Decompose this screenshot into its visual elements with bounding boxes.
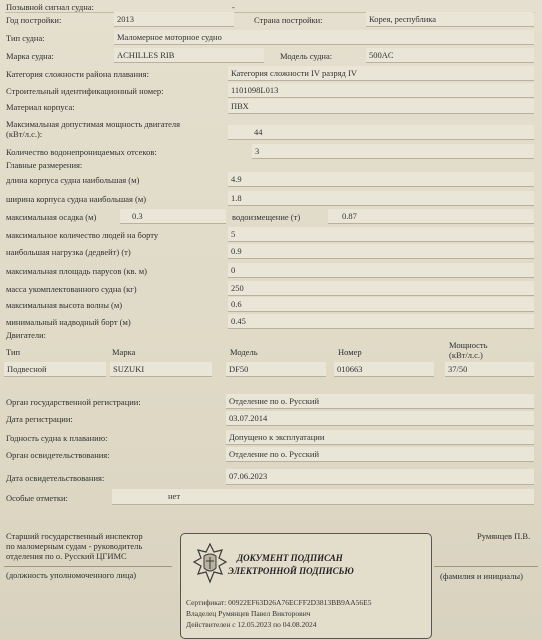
draft-label: максимальная осадка (м) [6, 212, 97, 222]
signature-certificate: Сертификат: 00922EF63D26A76ECFF2D3813BB9AA56E5 [186, 598, 372, 607]
wave-value: 0.6 [231, 299, 242, 309]
vessel-model-field [366, 48, 534, 63]
engine-number-value: 010663 [337, 364, 363, 374]
length-label: длина корпуса судна наибольшая (м) [6, 175, 140, 185]
inspector-name: Румянцев П.В. [477, 531, 531, 541]
width-field [228, 191, 534, 206]
engine-type-field [4, 362, 106, 377]
width-label: ширина корпуса судна наибольшая (м) [6, 194, 147, 204]
engine-model-value: DF50 [229, 364, 249, 374]
signature-owner: Владелец Румянцев Павел Викторович [186, 609, 311, 618]
build-number-label: Строительный идентификационный номер: [6, 86, 164, 96]
reg-authority-value: Отделение по о. Русский [229, 396, 320, 406]
inspector-title-3: отделения по о. Русский ЦГИМС [6, 551, 127, 561]
length-field [228, 172, 534, 187]
hull-material-label: Материал корпуса: [6, 102, 75, 112]
reg-date-label: Дата регистрации: [6, 414, 73, 424]
ministry-emblem-icon [190, 542, 230, 584]
signature-title-1: ДОКУМЕНТ ПОДПИСАН [237, 553, 343, 563]
engine-col-power-unit: (кВт/л.с.) [449, 350, 483, 360]
engine-col-number: Номер [338, 347, 362, 357]
max-people-field [228, 227, 534, 242]
build-year-value: 2013 [117, 14, 134, 24]
engine-col-model: Модель [230, 347, 258, 357]
reg-authority-label: Орган государственной регистрации: [6, 397, 141, 407]
survey-date-value: 07.06.2023 [229, 471, 268, 481]
notes-label: Особые отметки: [6, 493, 68, 503]
build-year-label: Год постройки: [6, 15, 62, 25]
engines-heading: Двигатели: [6, 330, 47, 340]
length-value: 4.9 [231, 174, 242, 184]
max-people-label: максимальное количество людей на борту [6, 230, 159, 240]
displacement-label: водоизмещение (т) [232, 212, 301, 222]
engine-brand-value: SUZUKI [113, 364, 145, 374]
reg-date-field [226, 411, 534, 426]
draft-value: 0.3 [132, 211, 143, 221]
sail-area-label: максимальная площадь парусов (кв. м) [6, 266, 147, 276]
vessel-type-field [114, 30, 534, 45]
engine-number-field [334, 362, 434, 377]
compartments-field [252, 144, 534, 159]
compartments-value: 3 [255, 146, 260, 156]
build-number-field [228, 83, 534, 98]
survey-date-field [226, 469, 534, 485]
call-sign-label: Позывной сигнал судна: [6, 2, 94, 12]
fitness-value: Допущено к эксплуатации [229, 432, 325, 442]
engine-power-value: 37/50 [448, 364, 468, 374]
vessel-model-value: 500AC [369, 50, 394, 60]
build-country-label: Страна постройки: [254, 15, 323, 25]
freeboard-field [228, 314, 534, 329]
signature-title-2: ЭЛЕКТРОННОЙ ПОДПИСЬЮ [228, 566, 354, 576]
survey-date-label: Дата освидетельствования: [6, 473, 105, 483]
position-underline [4, 566, 172, 567]
reg-authority-field [226, 394, 534, 409]
vessel-model-label: Модель судна: [280, 51, 333, 61]
wave-label: максимальная высота волны (м) [6, 300, 123, 310]
max-power-unit-label: (кВт/л.с.): [6, 129, 43, 139]
engine-power-field [445, 362, 534, 377]
engine-col-type: Тип [6, 347, 21, 357]
max-power-label: Максимальная допустимая мощность двигателя [6, 119, 180, 129]
sail-area-field [228, 263, 534, 278]
displacement-value: 0.87 [342, 211, 357, 221]
freeboard-value: 0.45 [231, 316, 246, 326]
category-label: Категория сложности района плавания: [6, 69, 149, 79]
name-caption: (фамилия и инициалы) [440, 571, 523, 581]
survey-body-field [226, 447, 534, 462]
engine-type-value: Подвесной [7, 364, 47, 374]
freeboard-label: минимальный надводный борт (м) [6, 317, 131, 327]
category-field [228, 66, 534, 81]
hull-material-field [228, 99, 534, 114]
signature-validity: Действителен с 12.05.2023 по 04.08.2024 [186, 620, 317, 629]
main-dims-label: Главные размерения: [6, 160, 83, 170]
engine-brand-field [110, 362, 212, 377]
mass-field [228, 281, 534, 296]
sail-area-value: 0 [231, 265, 236, 275]
notes-value: нет [168, 491, 181, 501]
reg-date-value: 03.07.2014 [229, 413, 268, 423]
mass-value: 250 [231, 283, 244, 293]
build-year-field [114, 12, 234, 27]
engine-col-brand: Марка [112, 347, 136, 357]
vessel-brand-field [114, 48, 264, 63]
engine-model-field [226, 362, 326, 377]
position-caption: (должность уполномоченного лица) [6, 570, 137, 580]
max-power-value: 44 [254, 127, 263, 137]
inspector-title-2: по маломерным судам - руководитель [6, 541, 143, 551]
displacement-field [328, 209, 534, 224]
name-underline [434, 566, 538, 567]
hull-material-value: ПВХ [231, 101, 249, 111]
max-load-value: 0.9 [231, 246, 242, 256]
survey-body-label: Орган освидетельствования: [6, 450, 110, 460]
max-people-value: 5 [231, 229, 236, 239]
draft-field [120, 209, 226, 224]
survey-body-value: Отделение по о. Русский [229, 449, 320, 459]
max-load-field [228, 244, 534, 259]
vessel-brand-label: Марка судна: [6, 51, 54, 61]
build-country-field [366, 12, 534, 27]
fitness-field [226, 430, 534, 445]
wave-field [228, 297, 534, 312]
category-value: Категория сложности IV разряд IV [231, 68, 357, 78]
max-power-field [228, 125, 534, 140]
width-value: 1.8 [231, 193, 242, 203]
build-number-value: 1101098L013 [231, 85, 279, 95]
notes-field [112, 489, 534, 505]
call-sign-value: - [232, 2, 235, 12]
mass-label: масса укомплектованного судна (кг) [6, 284, 137, 294]
vessel-type-value: Маломерное моторное судно [117, 32, 222, 42]
inspector-title-1: Старший государственный инспектор [6, 531, 143, 541]
fitness-label: Годность судна к плаванию: [6, 433, 108, 443]
build-country-value: Корея, республика [369, 14, 437, 24]
max-load-label: наибольшая нагрузка (дедвейт) (т) [6, 247, 131, 257]
vessel-type-label: Тип судна: [6, 33, 45, 43]
vessel-brand-value: ACHILLES RIB [117, 50, 175, 60]
engine-col-power: Мощность [449, 340, 488, 350]
compartments-label: Количество водонепроницаемых отсеков: [6, 147, 157, 157]
